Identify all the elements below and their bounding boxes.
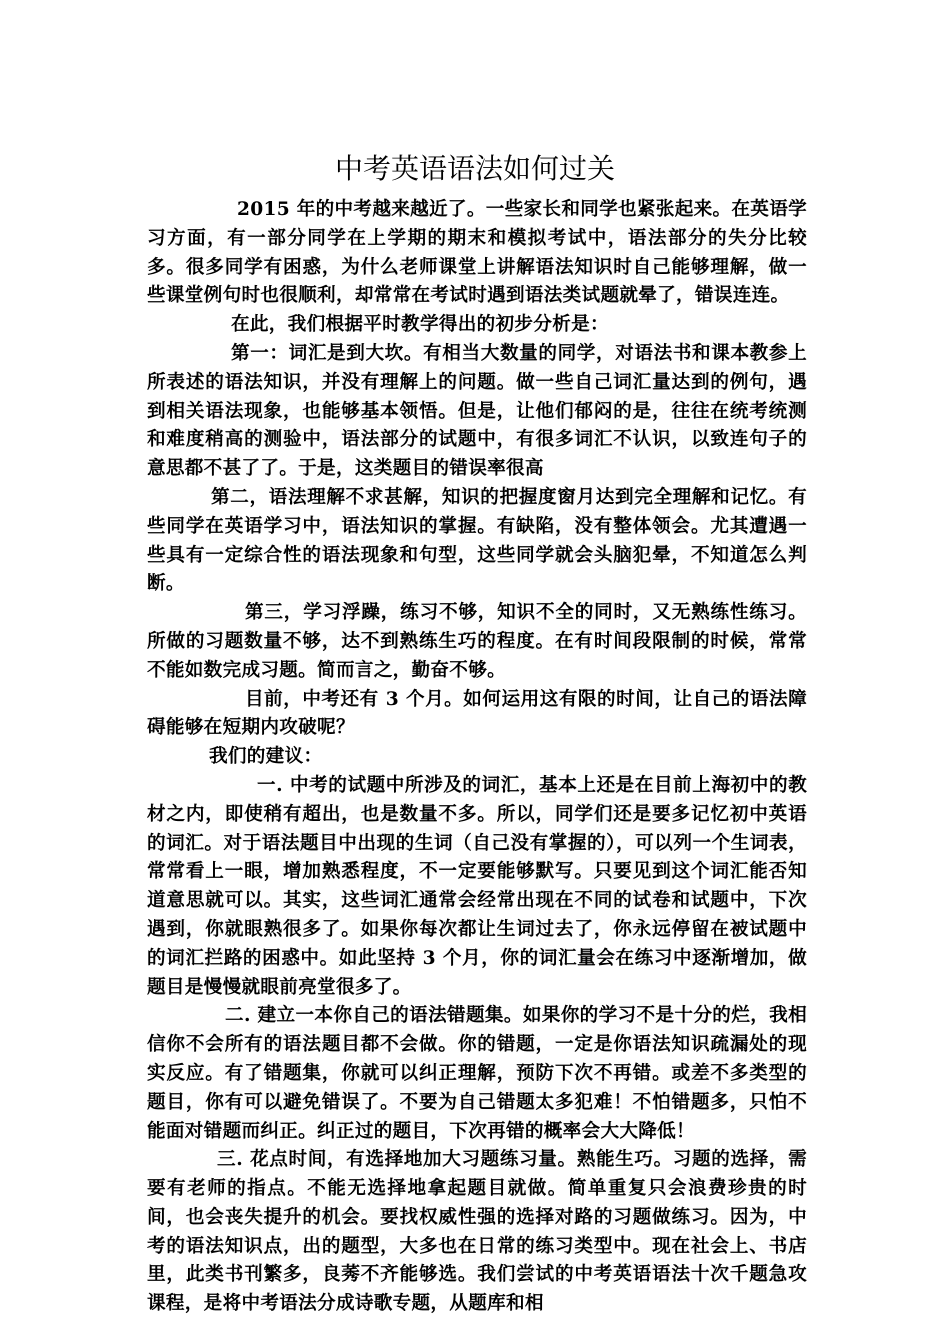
paragraph-analysis-lead: 在此，我们根据平时教学得出的初步分析是： bbox=[231, 314, 609, 336]
paragraph-intro: 2015 年的中考越来越近了。一些家长和同学也紧张起来。在英语学习方面，有一部分同学在上学期的期末和模拟考试中，语法部分的失分比较多。很多同学有困惑，为什么老师课堂上讲解语法知识时自己能够理解，做一些课堂例句时也很顺利，却常常在考试时遇到语法类试题就晕了，错误连连。 bbox=[147, 199, 807, 307]
paragraph-suggestion-two: 二. 建立一本你自己的语法错题集。如果你的学习不是十分的烂，我相信你不会所有的语法题目都不会做。你的错题，一定是你语法知识疏漏处的现实反应。有了错题集，你就可以纠正理解，预防下次不再错。或差不多类型的题目，你有可以避免错误了。不要为自己错题太多犯难！不怕错题多，只怕不能面对错题而纠正。纠正过的题目，下次再错的概率会大大降低！ bbox=[147, 1005, 807, 1142]
paragraph-suggestion-one: 一. 中考的试题中所涉及的词汇，基本上还是在目前上海初中的教材之内，即使稍有超出，也是数量不多。所以，同学们还是要多记忆初中英语的词汇。对于语法题目中出现的生词（自己没有掌握的），可以列一个生词表，常常看上一眼，增加熟悉程度，不一定要能够默写。只要见到这个词汇能否知道意思就可以。其实，这些词汇通常会经常出现在不同的试卷和试题中，下次遇到，你就眼熟很多了。如果你每次都让生词过去了，你永远停留在被试题中的词汇拦路的困惑中。如此坚持 3 个月，你的词汇量会在练习中逐渐增加，做题目是慢慢就眼前亮堂很多了。 bbox=[147, 774, 807, 998]
paragraph-point-two: 第二，语法理解不求甚解，知识的把握度窗月达到完全理解和记忆。有些同学在英语学习中，语法知识的掌握。有缺陷，没有整体领会。尤其遭遇一些具有一定综合性的语法现象和句型，这些同学就会头脑犯晕，不知道怎么判断。 bbox=[147, 486, 807, 595]
paragraph-point-three: 第三，学习浮躁，练习不够，知识不全的同时，又无熟练性练习。所做的习题数量不够，达不到熟练生巧的程度。在有时间段限制的时候，常常不能如数完成习题。简而言之，勤奋不够。 bbox=[147, 602, 807, 681]
paragraph-point-one: 第一：词汇是到大坎。有相当大数量的同学，对语法书和课本教参上所表述的语法知识，并没有理解上的问题。做一些自己词汇量达到的例句，遇到相关语法现象，也能够基本领悟。但是，让他们郁闷的是，往往在统考统测和难度稍高的测验中，语法部分的试题中，有很多词汇不认识，以致连句子的意思都不甚了了。于是，这类题目的错误率很高 bbox=[147, 342, 807, 480]
paragraph-suggestions-heading: 我们的建议： bbox=[209, 746, 323, 768]
document-title: 中考英语语法如何过关 bbox=[334, 151, 615, 185]
document-body bbox=[147, 196, 807, 1319]
paragraph-suggestion-three: 三. 花点时间，有选择地加大习题练习量。熟能生巧。习题的选择，需要有老师的指点。不能无选择地拿起题目就做。简单重复只会浪费珍贵的时间，也会丧失提升的机会。要找权威性强的选择对路的习题做练习。因为，中考的语法知识点，出的题型，大多也在日常的练习类型中。现在社会上、书店里，此类书刊繁多，良莠不齐能够选。我们尝试的中考英语语法十次千题急攻课程，是将中考语法分成诗歌专题，从题库和相 bbox=[147, 1149, 807, 1315]
paragraph-current-situation: 目前，中考还有 3 个月。如何运用这有限的时间，让自己的语法障碍能够在短期内攻破呢？ bbox=[147, 688, 807, 739]
